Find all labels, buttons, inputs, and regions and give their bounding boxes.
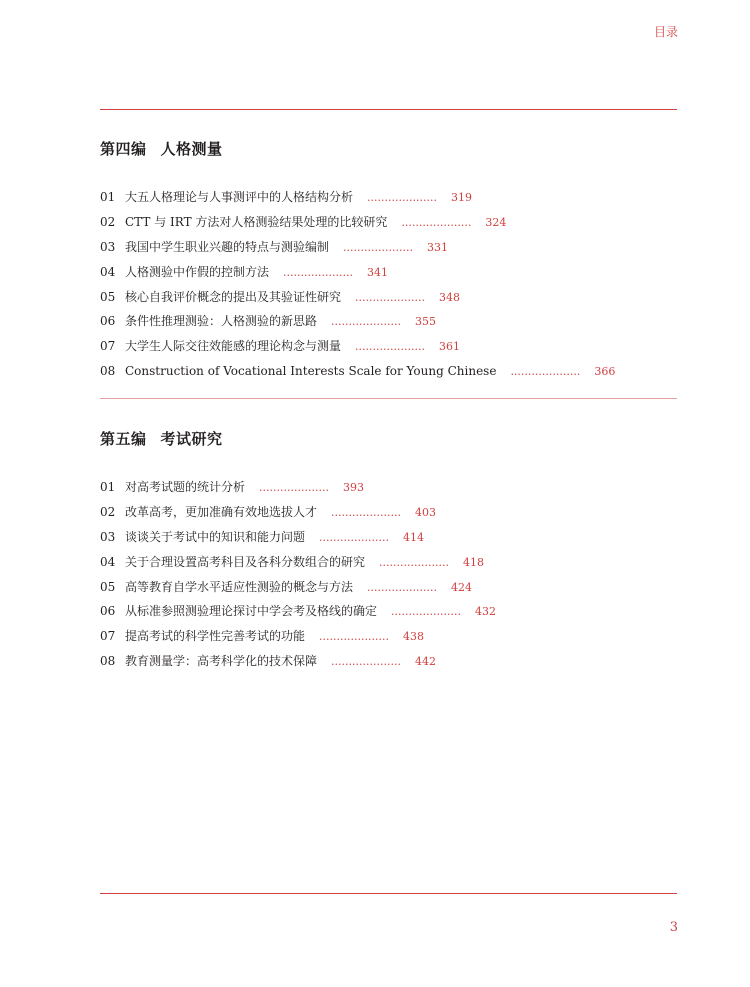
entry-number: 06 xyxy=(100,314,116,329)
entry-page: 393 xyxy=(342,481,364,494)
dot-leader: .................... xyxy=(331,505,401,519)
entry-page: 366 xyxy=(594,365,616,379)
toc-entry[interactable] xyxy=(100,599,677,624)
entry-title: 核心自我评价概念的提出及其验证性研究 xyxy=(125,289,342,304)
entry-number: 03 xyxy=(100,529,116,544)
section-name: 人格测量 xyxy=(160,140,223,158)
entry-page: 442 xyxy=(414,655,436,669)
section-name: 考试研究 xyxy=(160,430,223,448)
entry-page: 418 xyxy=(462,555,484,569)
entry-title: 对高考试题的统计分析 xyxy=(125,480,246,494)
toc-entry[interactable] xyxy=(100,475,677,500)
entry-title: 大学生人际交往效能感的理论构念与测量 xyxy=(125,339,342,354)
section-title xyxy=(100,138,677,160)
entry-number: 04 xyxy=(100,554,116,569)
section-part-four xyxy=(100,138,677,384)
entry-page: 424 xyxy=(450,580,472,594)
toc-entry[interactable] xyxy=(100,334,677,359)
entry-number: 01 xyxy=(100,190,116,204)
dot-leader: .................... xyxy=(331,315,401,329)
entry-page: 348 xyxy=(438,290,460,304)
dot-leader: .................... xyxy=(319,630,389,644)
entry-number: 06 xyxy=(100,604,116,619)
entry-page: 355 xyxy=(414,315,436,329)
entry-number: 08 xyxy=(100,654,116,669)
dot-leader: .................... xyxy=(367,580,437,594)
entry-title: 教育测量学：高考科学化的技术保障 xyxy=(125,654,318,669)
bottom-rule xyxy=(100,893,677,894)
toc-entry[interactable] xyxy=(100,285,677,310)
toc-entry[interactable] xyxy=(100,260,677,285)
dot-leader: .................... xyxy=(401,215,472,229)
section-part-five xyxy=(100,428,677,674)
section-divider xyxy=(100,398,677,399)
entry-title: 从标准参照测验理论探讨中学会考及格线的确定 xyxy=(125,604,378,619)
section-part-label: 第五编 xyxy=(100,430,147,448)
entry-page: 361 xyxy=(438,340,460,354)
entry-page: 319 xyxy=(450,191,472,204)
entry-number: 05 xyxy=(100,579,116,594)
toc-entry[interactable] xyxy=(100,525,677,550)
dot-leader: .................... xyxy=(367,191,437,204)
entry-number: 05 xyxy=(100,289,116,304)
toc-list xyxy=(100,475,677,674)
entry-number: 01 xyxy=(100,480,116,494)
toc-entry[interactable] xyxy=(100,235,677,260)
top-rule xyxy=(100,109,677,110)
dot-leader: .................... xyxy=(355,340,425,354)
entry-title: 关于合理设置高考科目及各科分数组合的研究 xyxy=(125,554,366,569)
entry-title: 我国中学生职业兴趣的特点与测验编制 xyxy=(125,239,330,254)
entry-page: 341 xyxy=(366,265,388,279)
entry-title: 提高考试的科学性完善考试的功能 xyxy=(125,629,306,644)
entry-number: 04 xyxy=(100,264,116,279)
entry-page: 403 xyxy=(414,505,436,519)
toc-entry[interactable] xyxy=(100,550,677,575)
entry-title: 改革高考，更加准确有效地选拔人才 xyxy=(125,504,318,519)
toc-entry[interactable] xyxy=(100,185,677,210)
dot-leader: .................... xyxy=(283,265,353,279)
dot-leader: .................... xyxy=(319,530,389,544)
toc-entry[interactable] xyxy=(100,309,677,334)
toc-entry[interactable] xyxy=(100,359,677,384)
dot-leader: .................... xyxy=(343,240,413,254)
entry-number: 02 xyxy=(100,504,116,519)
entry-title: 谈谈关于考试中的知识和能力问题 xyxy=(125,529,306,544)
dot-leader: .................... xyxy=(379,555,449,569)
entry-title: 高等教育自学水平适应性测验的概念与方法 xyxy=(125,579,354,594)
entry-number: 08 xyxy=(100,364,116,379)
entry-page: 438 xyxy=(402,630,424,644)
toc-list xyxy=(100,185,677,384)
entry-title: 大五人格理论与人事测评中的人格结构分析 xyxy=(125,190,354,204)
dot-leader: .................... xyxy=(510,365,581,379)
entry-title: CTT 与 IRT 方法对人格测验结果处理的比较研究 xyxy=(125,214,388,229)
section-part-label: 第四编 xyxy=(100,140,147,158)
toc-entry[interactable] xyxy=(100,649,677,674)
entry-page: 432 xyxy=(474,605,496,619)
toc-entry[interactable] xyxy=(100,210,677,235)
entry-number: 03 xyxy=(100,239,116,254)
entry-title: Construction of Vocational Interests Scale for Young Chinese xyxy=(125,364,497,379)
entry-title: 条件性推理测验：人格测验的新思路 xyxy=(125,314,318,329)
toc-entry[interactable] xyxy=(100,624,677,649)
entry-number: 07 xyxy=(100,629,116,644)
dot-leader: .................... xyxy=(259,481,329,494)
entry-title: 人格测验中作假的控制方法 xyxy=(125,264,270,279)
toc-entry[interactable] xyxy=(100,500,677,525)
dot-leader: .................... xyxy=(331,655,401,669)
entry-number: 07 xyxy=(100,339,116,354)
page-number: 3 xyxy=(669,920,678,935)
entry-page: 331 xyxy=(426,240,448,254)
entry-page: 414 xyxy=(402,530,424,544)
running-header: 目录 xyxy=(653,25,678,39)
entry-page: 324 xyxy=(485,215,507,229)
dot-leader: .................... xyxy=(391,605,461,619)
entry-number: 02 xyxy=(100,214,116,229)
toc-entry[interactable] xyxy=(100,575,677,600)
section-title xyxy=(100,428,677,450)
dot-leader: .................... xyxy=(355,290,425,304)
